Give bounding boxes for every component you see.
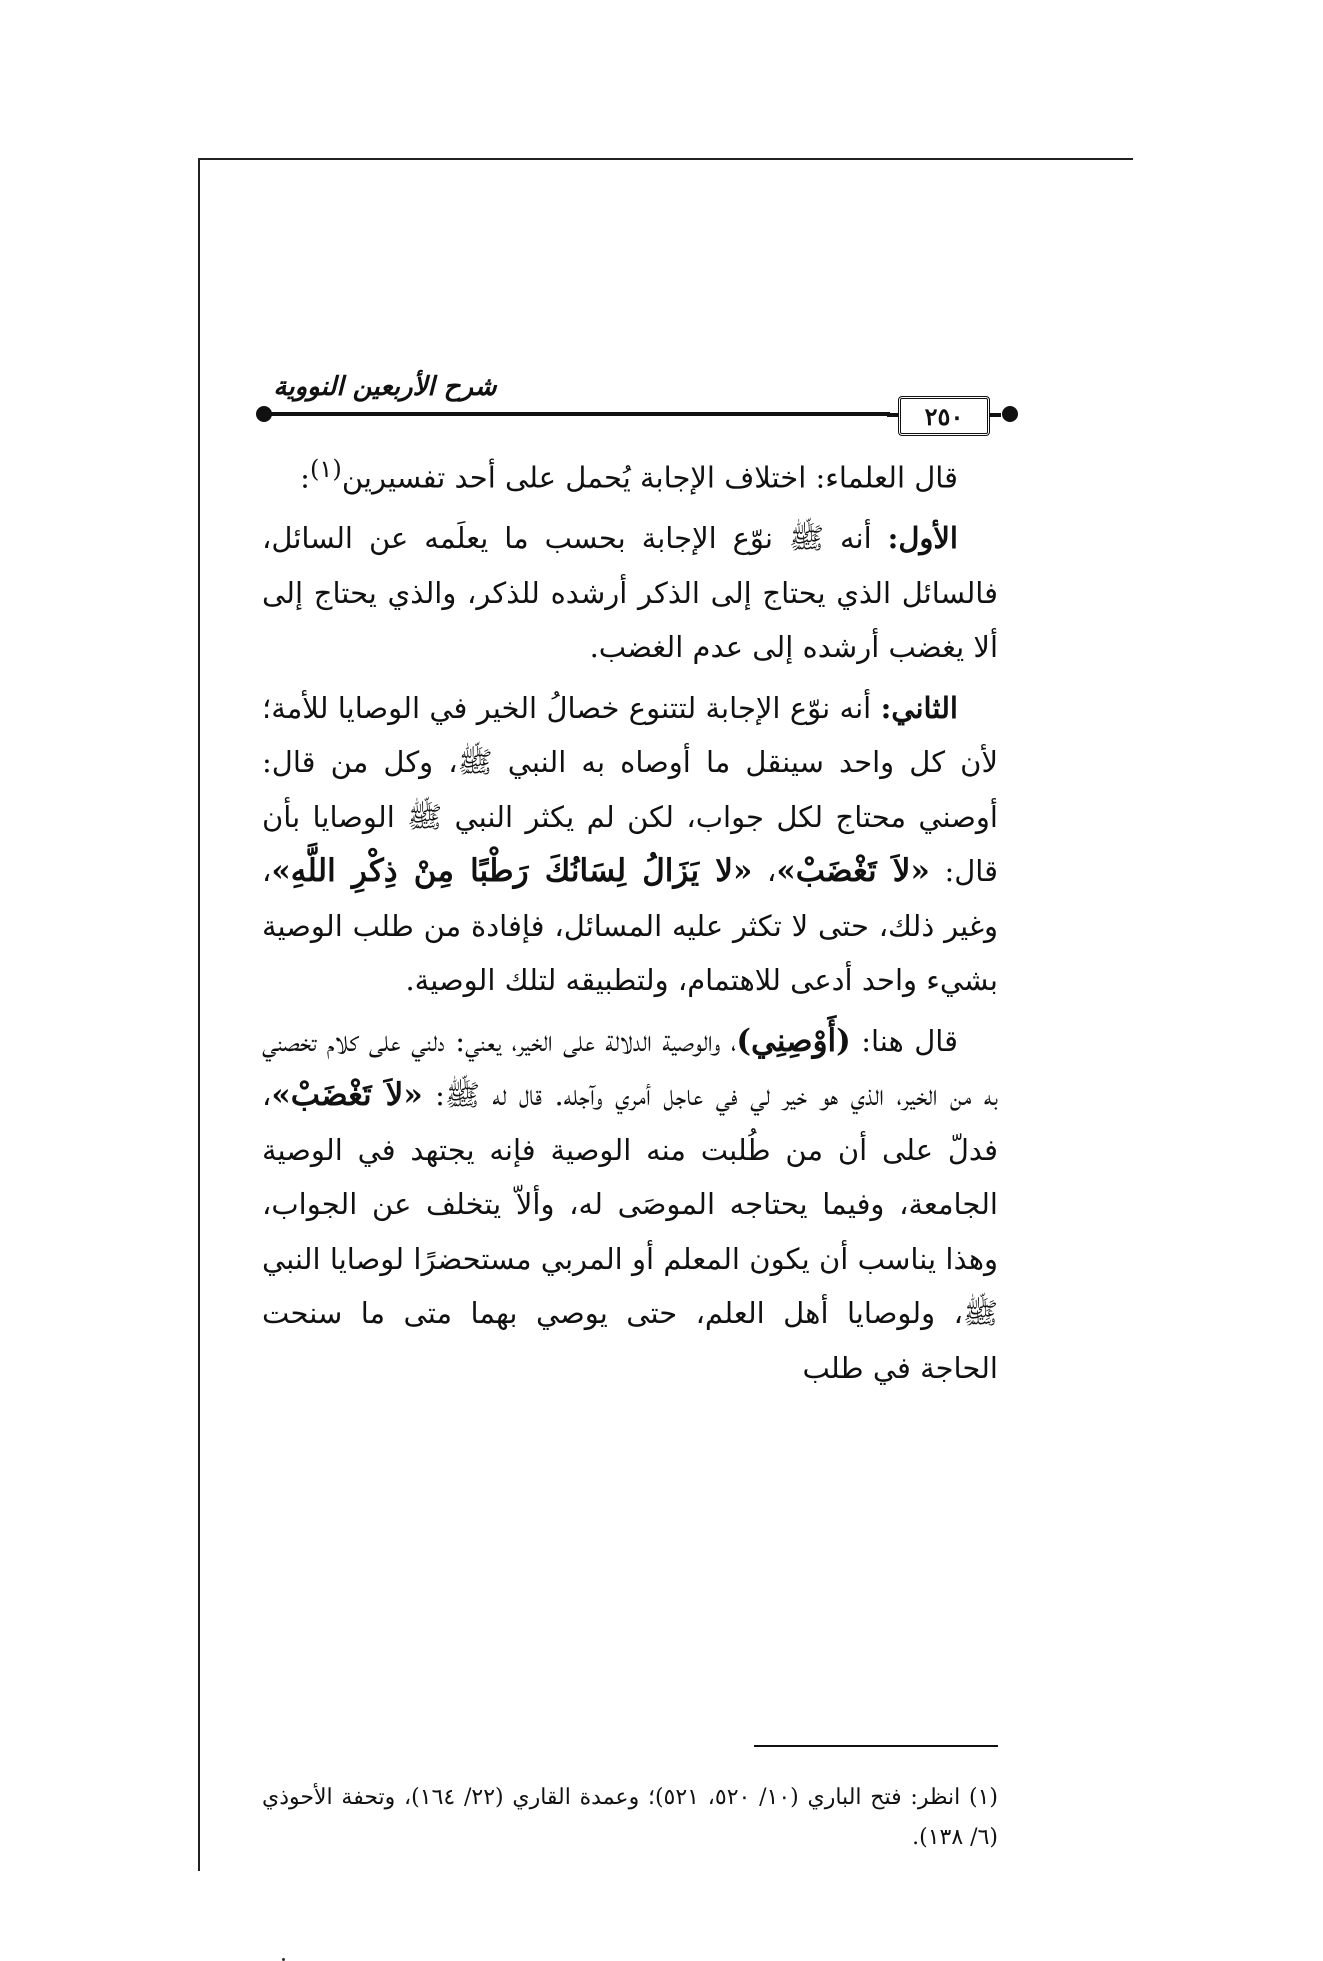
hadith-quote-4: «لاَ تَغْضَبْ» <box>271 1077 423 1114</box>
paragraph-4 <box>262 1014 998 1396</box>
page-number-text: ٢٥٠ <box>924 401 964 431</box>
paragraph-2-lead: الأول: <box>887 521 958 556</box>
footnote-ref-1[interactable]: (١) <box>309 455 342 483</box>
hadith-quote-3: (أَوْصِنِي) <box>736 1022 851 1059</box>
paragraph-1-text: قال العلماء: اختلاف الإجابة يُحمل على أحد تفسيرين <box>341 460 958 495</box>
paragraph-3-text-b: ، <box>752 854 777 889</box>
main-text <box>262 442 998 1401</box>
scan-frame-top <box>199 158 1133 160</box>
paragraph-2 <box>262 511 998 675</box>
hadith-quote-1: «لاَ تَغْضَبْ» <box>776 853 930 890</box>
running-header-title: شرح الأربعين النووية <box>273 372 497 402</box>
page-number <box>898 396 990 436</box>
header-rule <box>262 412 890 416</box>
header-ornament-right <box>1002 406 1018 422</box>
paragraph-1-end: : <box>300 460 310 495</box>
paragraph-2-text: أنه ﷺ نوّع الإجابة بحسب ما يعلَمه عن السائل، فالسائل الذي يحتاج إلى الذكر أرشده للذكر، والذي يحتاج إلى ألا يغضب أرشده إلى عدم الغضب. <box>262 521 998 665</box>
paragraph-4-text-b: ، والوصية الدلالة على الخير، يعني: دلني على كلام تخصني به من الخير، الذي هو خير لي في عاجل أمري وآجله. قال له ﷺ: <box>262 1023 998 1113</box>
paragraph-1 <box>262 442 998 505</box>
paragraph-3-lead: الثاني: <box>880 690 958 725</box>
hadith-quote-2: «لا يَزَالُ لِسَانُكَ رَطْبًا مِنْ ذِكْرِ اللَّهِ» <box>271 853 753 890</box>
paragraph-3 <box>262 681 998 1008</box>
paragraph-3-text-a: أنه نوّع الإجابة لتتنوع خصالُ الخير في الوصايا للأمة؛ لأن كل واحد سينقل ما أوصاه به النبي ﷺ، وكل من قال: أوصني محتاج لكل جواب، لكن لم يكثر النبي ﷺ الوصايا بأن قال: <box>262 690 999 889</box>
paragraph-4-text-a: قال هنا: <box>850 1023 958 1058</box>
footnote-rule <box>754 1745 998 1747</box>
paragraph-4-text-c: ، فدلّ على أن من طُلبت منه الوصية فإنه يجتهد في الوصية الجامعة، وفيما يحتاجه الموصَى له، وألاّ يتخلف عن الجواب، وهذا يناسب أن يكون المعلم أو المربي مستحضرًا لوصايا النبي ﷺ، ولوصايا أهل العلم، حتى يوصي بهما متى ما سنحت الحاجة في طلب <box>262 1078 998 1385</box>
scan-frame-left <box>198 158 200 1871</box>
paragraph-3-text-c: ، وغير ذلك، حتى لا تكثر عليه المسائل، فإفادة من طلب الوصية بشيء واحد أدعى للاهتمام، ولتطبيقه لتلك الوصية. <box>262 854 998 998</box>
header-ornament-left <box>256 406 272 422</box>
footnote-1: (١) انظر: فتح الباري (١٠/ ٥٢٠، ٥٢١)؛ وعمدة القاري (٢٢/ ١٦٤)، وتحفة الأحوذي (٦/ ١٣٨). <box>262 1785 999 1850</box>
